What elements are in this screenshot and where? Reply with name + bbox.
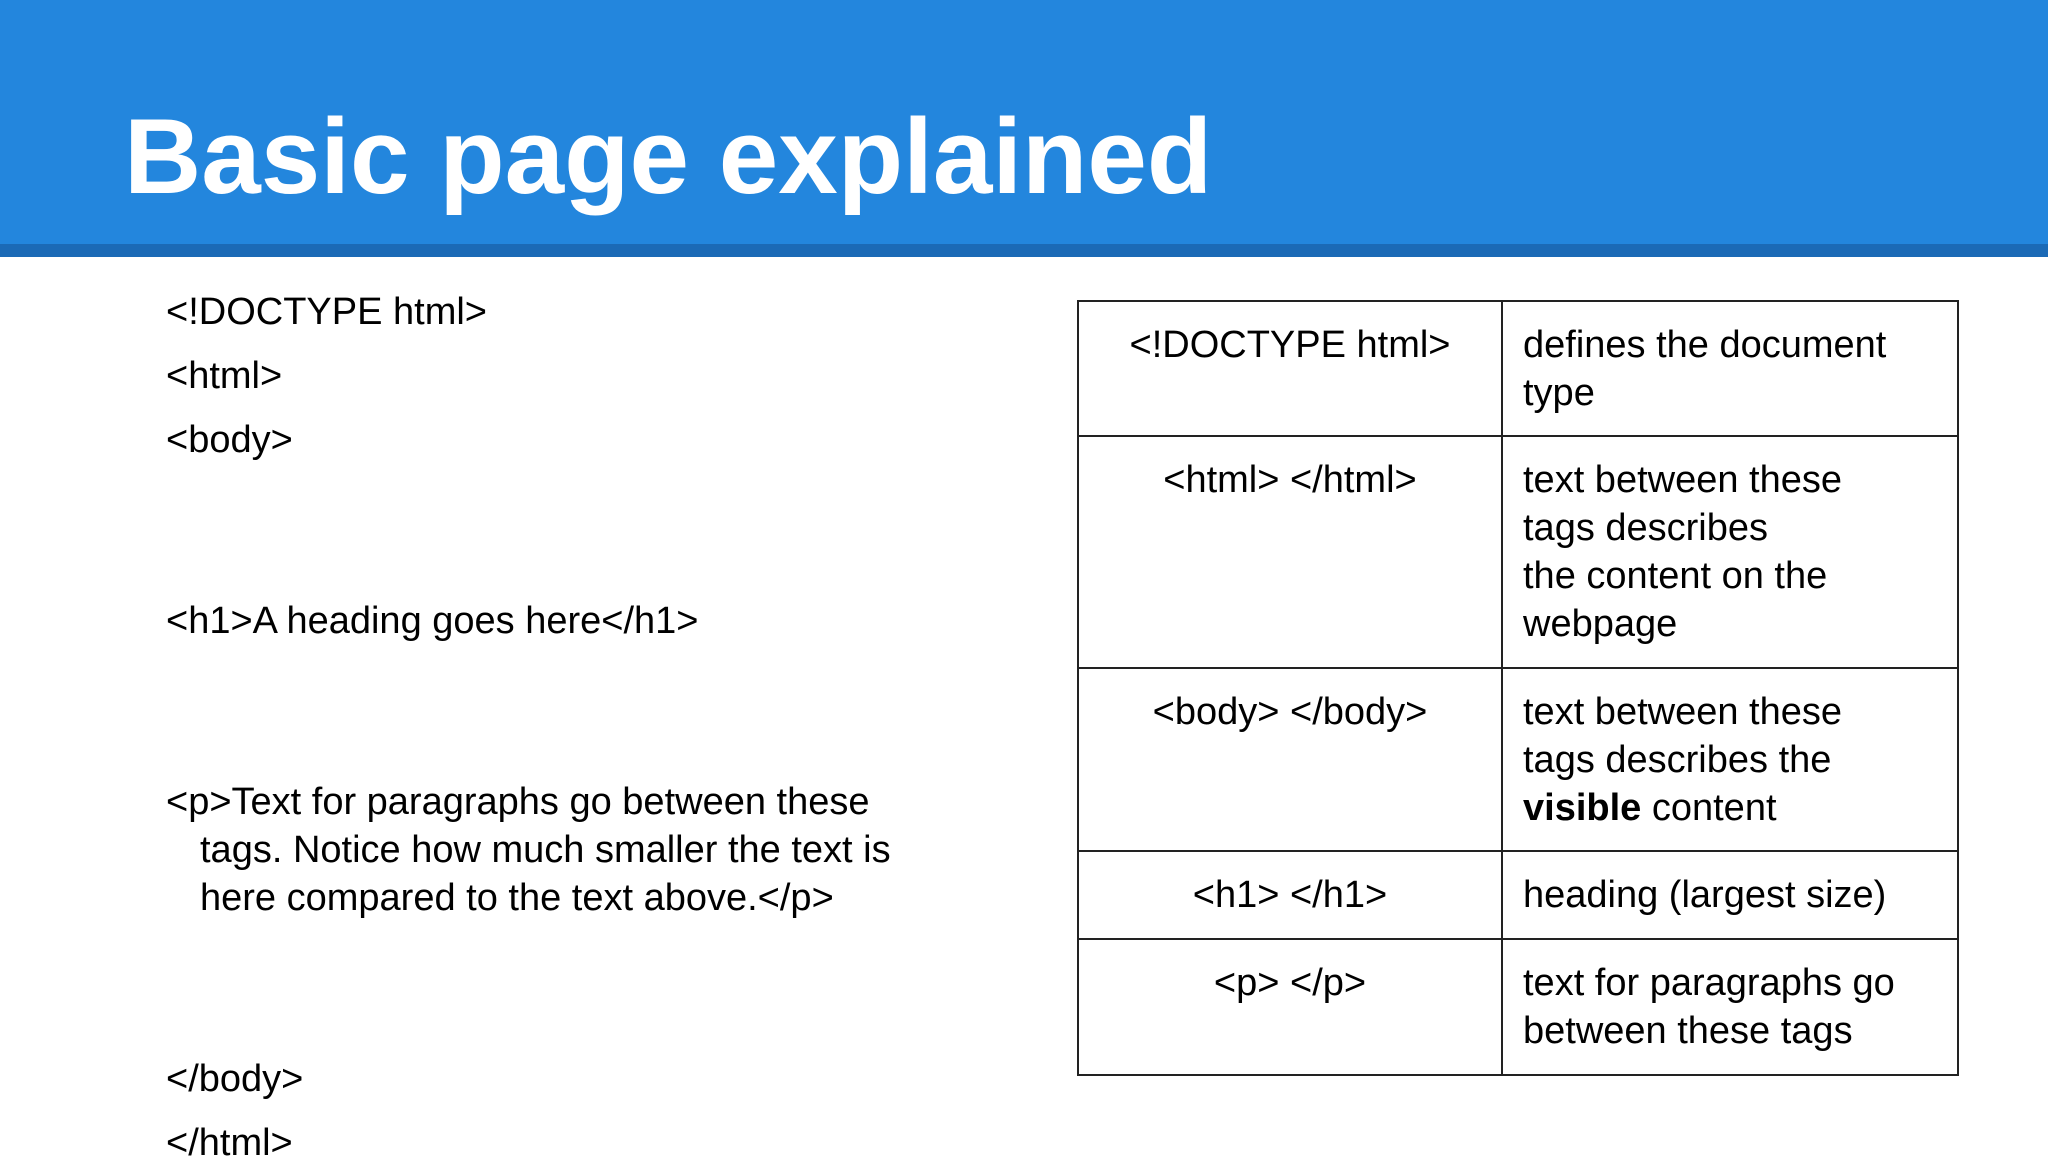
- code-p-line: tags. Notice how much smaller the text is: [200, 829, 891, 871]
- tag-cell: <body> </body>: [1078, 668, 1502, 851]
- code-html-open: <html>: [166, 355, 283, 397]
- code-html-close: </html>: [166, 1122, 293, 1164]
- description-cell: heading (largest size): [1502, 851, 1958, 939]
- description-cell: text between these tags describes the content on the webpage: [1502, 436, 1958, 668]
- table-row: [1078, 851, 1958, 939]
- header-stripe: [0, 244, 2048, 257]
- tag-cell: <html> </html>: [1078, 436, 1502, 668]
- table-row: [1078, 301, 1958, 436]
- table-row: [1078, 668, 1958, 851]
- slide-title: Basic page explained: [124, 96, 1213, 216]
- description-cell: text between these tags describes the visible content: [1502, 668, 1958, 851]
- code-p-line: here compared to the text above.</p>: [200, 877, 834, 919]
- tag-reference-table: [1077, 300, 1959, 1076]
- table-row: [1078, 436, 1958, 668]
- tag-cell: <!DOCTYPE html>: [1078, 301, 1502, 436]
- emphasis-text: visible: [1523, 787, 1642, 829]
- code-doctype: <!DOCTYPE html>: [166, 291, 487, 333]
- code-paragraph: [166, 778, 966, 922]
- tag-cell: <p> </p>: [1078, 939, 1502, 1075]
- code-body-close: </body>: [166, 1058, 304, 1100]
- table-row: [1078, 939, 1958, 1075]
- description-cell: defines the document type: [1502, 301, 1958, 436]
- code-h1-line: <h1>A heading goes here</h1>: [166, 600, 699, 642]
- code-body-open: <body>: [166, 419, 293, 461]
- tag-cell: <h1> </h1>: [1078, 851, 1502, 939]
- description-cell: text for paragraphs go between these tags: [1502, 939, 1958, 1075]
- code-p-line: <p>Text for paragraphs go between these: [166, 781, 870, 823]
